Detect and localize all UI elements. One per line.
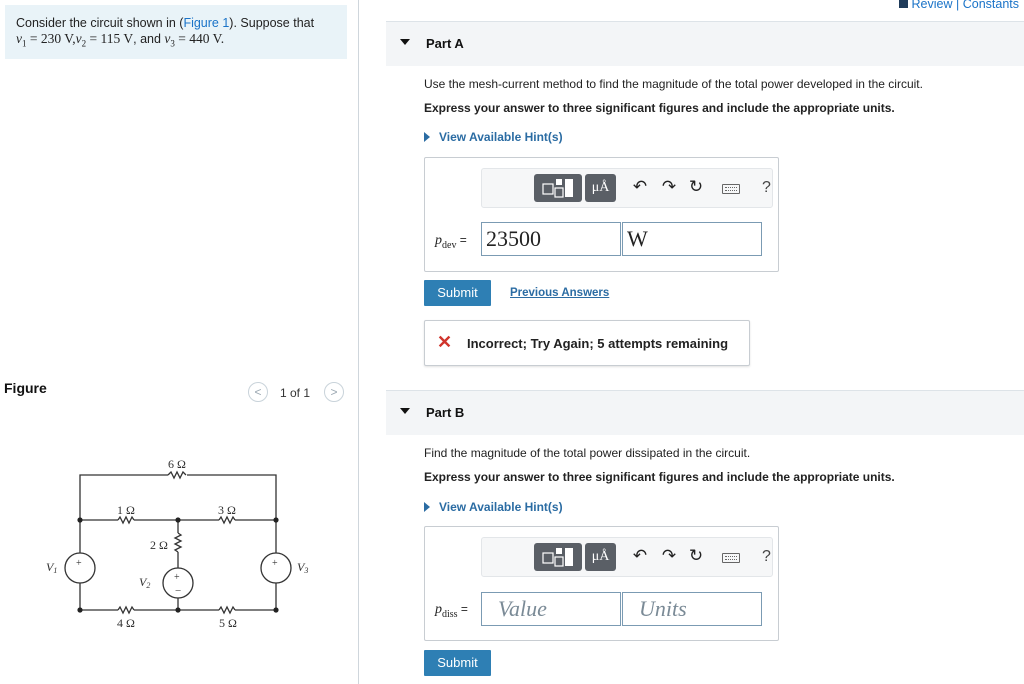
label-r3: 3 Ω [218, 503, 236, 517]
redo-icon[interactable]: ↷ [661, 177, 677, 196]
figure-link[interactable]: Figure 1 [183, 16, 230, 30]
template-icon [534, 543, 582, 571]
feedback-message: Incorrect; Try Again; 5 attempts remaining [467, 336, 729, 351]
collapse-triangle-icon [400, 39, 410, 45]
part-b-title: Part B [426, 405, 465, 420]
part-b-answer-box [424, 526, 779, 641]
figure-prev-button[interactable] [248, 382, 268, 402]
part-a-instruction: Express your answer to three significant figures and include the appropriate units. [424, 101, 895, 115]
resistor-4ohm [118, 607, 134, 613]
resistor-1ohm [118, 517, 134, 523]
label-v1-plus: + [76, 558, 82, 569]
part-a-math-toolbar [481, 168, 773, 208]
error-x-icon: ✕ [437, 332, 453, 352]
undo-icon[interactable]: ↶ [632, 546, 648, 565]
part-b-math-toolbar [481, 537, 773, 577]
template-button[interactable] [534, 543, 582, 571]
part-a-value-input[interactable]: 23500 [481, 222, 621, 256]
reset-icon[interactable]: ↻ [688, 546, 704, 565]
circuit-diagram [0, 440, 358, 640]
part-a-submit-button[interactable]: Submit [424, 280, 491, 306]
chevron-right-icon: > [330, 385, 338, 399]
template-button[interactable] [534, 174, 582, 202]
part-b-submit-button[interactable]: Submit [424, 650, 491, 676]
units-button[interactable]: μÅ [585, 543, 616, 571]
problem-intro: Consider the circuit shown in ( [16, 16, 184, 30]
problem-statement [16, 15, 314, 52]
label-r4: 4 Ω [117, 616, 135, 630]
resistor-6ohm [168, 472, 186, 478]
part-b-variable-label: $p_{diss}$ = [435, 602, 468, 620]
part-a-question: Use the mesh-current method to find the magnitude of the total power developed in the circuit. [424, 77, 923, 91]
part-a-feedback [424, 320, 750, 366]
problem-values: $v_1 = 230$ $V,v_2 = 115$ V, and $v_3 = 440$ V. [16, 31, 225, 49]
part-a-variable-label: $p_{dev}$ = [435, 233, 467, 251]
part-b-instruction: Express your answer to three significant figures and include the appropriate units. [424, 470, 895, 484]
part-a-units-input[interactable]: W [622, 222, 762, 256]
label-v2-plus: + [174, 572, 180, 583]
label-r1: 1 Ω [117, 503, 135, 517]
review-constants-label[interactable]: Review | Constants [911, 0, 1019, 11]
book-icon [899, 0, 908, 8]
keyboard-icon[interactable] [722, 553, 740, 563]
undo-icon[interactable]: ↶ [632, 177, 648, 196]
redo-icon[interactable]: ↷ [661, 546, 677, 565]
column-divider [358, 0, 359, 684]
resistor-5ohm [219, 607, 235, 613]
label-v1: V1 [46, 560, 58, 575]
reset-icon[interactable]: ↻ [688, 177, 704, 196]
label-v3: V3 [297, 560, 309, 575]
collapse-triangle-icon [400, 408, 410, 414]
label-v2: V2 [139, 575, 151, 590]
label-r2: 2 Ω [150, 538, 168, 552]
resistor-2ohm [175, 533, 181, 552]
part-b-value-input[interactable]: Value [481, 592, 621, 626]
part-a-header[interactable] [386, 21, 1024, 66]
label-v2-minus: − [175, 585, 182, 597]
template-icon [534, 174, 582, 202]
keyboard-icon[interactable] [722, 184, 740, 194]
part-a-hint-toggle[interactable] [424, 130, 563, 144]
resistor-3ohm [219, 517, 235, 523]
previous-answers-link[interactable]: Previous Answers [510, 287, 610, 299]
part-a-title: Part A [426, 36, 464, 51]
expand-triangle-icon [424, 132, 430, 142]
part-a-hint-label: View Available Hint(s) [439, 130, 563, 144]
label-v3-plus: + [272, 558, 278, 569]
label-r-top: 6 Ω [168, 457, 186, 471]
part-b-header[interactable] [386, 390, 1024, 435]
chevron-left-icon: < [254, 385, 262, 399]
part-b-hint-label: View Available Hint(s) [439, 500, 563, 514]
units-button[interactable]: μÅ [585, 174, 616, 202]
part-b-units-input[interactable]: Units [622, 592, 762, 626]
figure-next-button[interactable] [324, 382, 344, 402]
review-constants-link[interactable] [899, 0, 1019, 11]
figure-pager-label: 1 of 1 [280, 386, 311, 400]
label-r5: 5 Ω [219, 616, 237, 630]
help-icon[interactable]: ? [762, 179, 771, 196]
help-icon[interactable]: ? [762, 548, 771, 565]
part-b-hint-toggle[interactable] [424, 500, 563, 514]
part-b-question: Find the magnitude of the total power dissipated in the circuit. [424, 446, 751, 460]
problem-intro-end: ). Suppose that [229, 16, 315, 30]
expand-triangle-icon [424, 502, 430, 512]
part-a-answer-box [424, 157, 779, 272]
figure-heading: Figure [4, 380, 47, 396]
